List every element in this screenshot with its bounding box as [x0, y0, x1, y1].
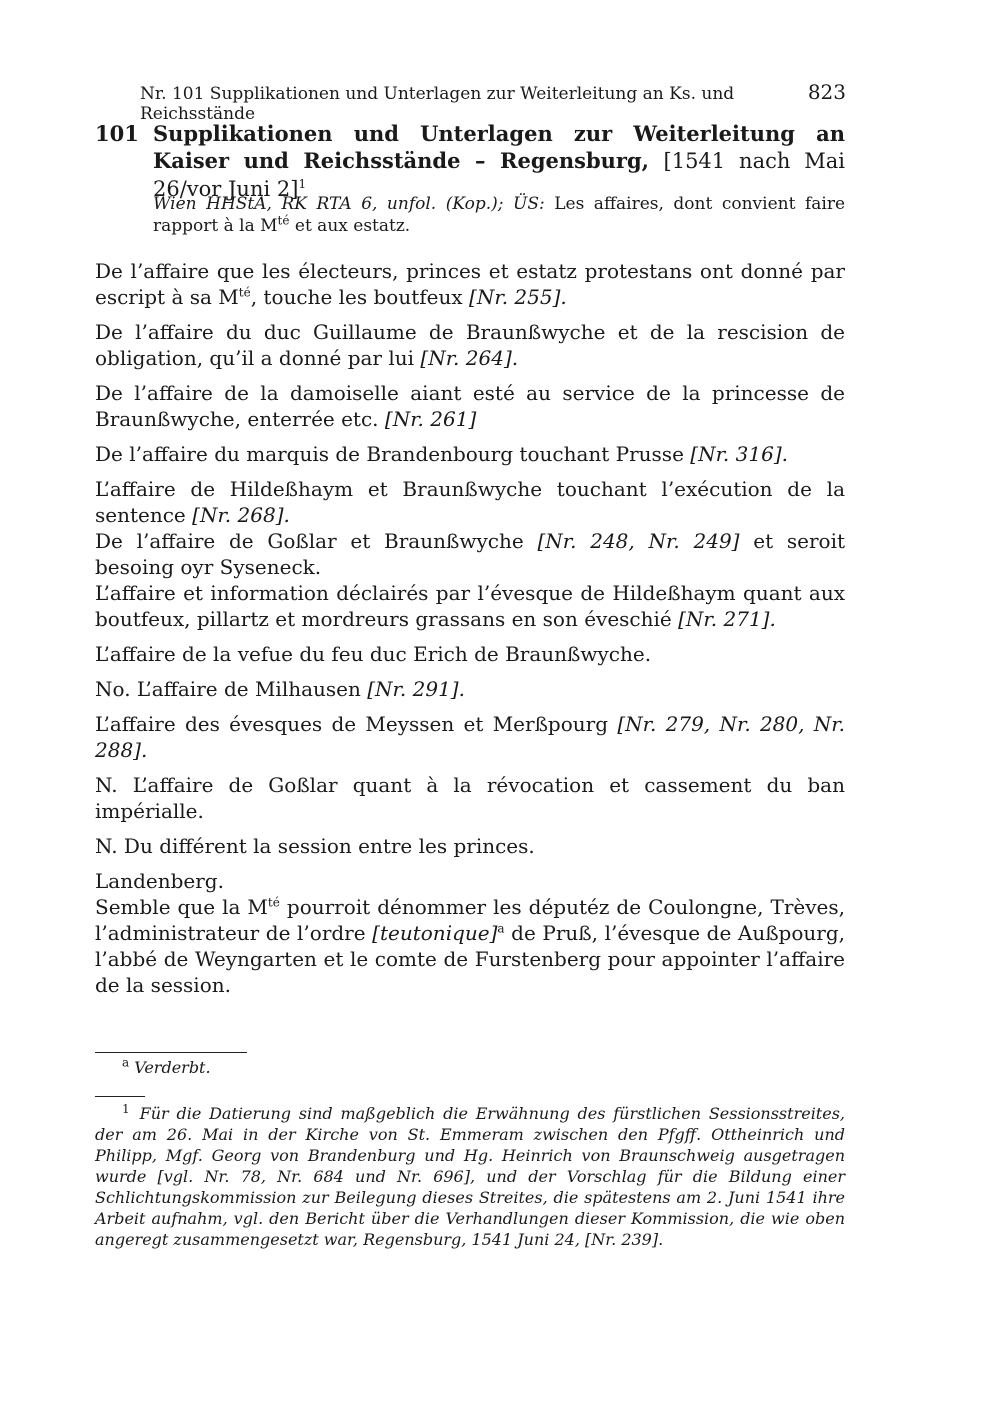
footnote-a — [122, 1055, 211, 1078]
source-superscript: té — [277, 213, 290, 228]
paragraph-13 — [95, 868, 845, 894]
running-head-title: Nr. 101 Supplikationen und Unterlagen zur Weiterleitung an Ks. und Reichsstände — [140, 84, 735, 124]
paragraph-text: et seroit besoing oyr Syseneck. — [95, 529, 846, 579]
paragraph-14 — [95, 894, 845, 998]
paragraph-text: No. L’affaire de Milhausen — [95, 677, 361, 701]
paragraph-text: , touche les boutfeux — [250, 285, 463, 309]
paragraph-text: De l’affaire du duc Guillaume de Braunßwyche et de la rescision de obligation, qu’il a donné par lui — [95, 320, 845, 370]
paragraph-4 — [95, 441, 845, 467]
document-reference: [Nr. 248, Nr. 249] — [537, 529, 740, 553]
superscript: té — [238, 285, 251, 300]
paragraph-text: pourroit dénommer les députéz de Coulongne, Trèves, l’administrateur de l’ordre — [95, 895, 845, 945]
source-note — [153, 193, 845, 237]
source-text: Les affaires, dont convient faire rapport à la M — [153, 194, 846, 236]
running-head — [140, 80, 846, 124]
title-text: Supplikationen und Unterlagen zur Weiterleitung an Kaiser und Reichsstände – Regensburg, — [153, 121, 845, 173]
paragraph-text: L’affaire et information déclairés par l’évesque de Hildeßhaym quant aux boutfeux, pillartz et mordreurs grassans en son éveschié — [95, 581, 845, 631]
paragraph-11 — [95, 772, 845, 824]
paragraph-8 — [95, 641, 845, 667]
paragraph-text: Semble que la M — [95, 895, 268, 919]
footnote-rule — [95, 1052, 247, 1053]
paragraph-5 — [95, 476, 845, 528]
document-reference: [Nr. 279, Nr. 280, Nr. 288]. — [95, 712, 846, 762]
paragraph-text: N. Du différent la session entre les princes. — [95, 834, 535, 858]
paragraph-text: Landenberg. — [95, 869, 224, 893]
paragraph-text: De l’affaire de Goßlar et Braunßwyche — [95, 529, 524, 553]
page-number: 823 — [807, 80, 846, 104]
document-reference: [Nr. 271]. — [678, 607, 776, 631]
superscript: té — [267, 895, 280, 910]
paragraph-9 — [95, 676, 845, 702]
editorial-insertion: [teutonique] — [372, 921, 498, 945]
paragraph-2 — [95, 319, 845, 371]
document-reference: [Nr. 264]. — [420, 346, 519, 370]
document-reference: [Nr. 261] — [384, 407, 477, 431]
footnote-mark: a — [122, 1055, 130, 1070]
paragraph-text: de Pruß, l’évesque de Außpourg, l’abbé de Weyngarten et le comte de Furstenberg pour appointer l’affaire de la session. — [95, 921, 846, 997]
paragraph-text: L’affaire de Hildeßhaym et Braunßwyche touchant l’exécution de la sentence — [95, 477, 845, 527]
paragraph-text: L’affaire de la vefue du feu duc Erich de Braunßwyche. — [95, 642, 652, 666]
document-reference: [Nr. 316]. — [690, 442, 788, 466]
paragraph-6 — [95, 528, 845, 580]
paragraph-3 — [95, 380, 845, 432]
paragraph-12 — [95, 833, 845, 859]
document-reference: [Nr. 255]. — [469, 285, 567, 309]
paragraph-text: N. L’affaire de Goßlar quant à la révocation et cassement du ban impérialle. — [95, 773, 845, 823]
paragraph-text: De l’affaire que les électeurs, princes et estatz protestans ont donné par escript à sa M — [95, 259, 845, 309]
document-number: 101 — [95, 121, 139, 146]
paragraph-1 — [95, 258, 845, 310]
paragraph-text: L’affaire des évesques de Meyssen et Merßpourg — [95, 712, 609, 736]
document-body — [95, 258, 845, 1007]
title-date: [1541 nach Mai 26/vor Juni 2] — [153, 149, 846, 201]
footnote-mark-a: a — [497, 921, 505, 936]
paragraph-7 — [95, 580, 845, 632]
footnote-1 — [95, 1103, 845, 1250]
footnote-mark: 1 — [122, 1101, 130, 1116]
document-header — [95, 120, 845, 203]
footnote-text: Für die Datierung sind maßgeblich die Erwähnung des fürstlichen Sessionsstreites, der am 26. Mai in der Kirche von St. Emmeram zwischen den Pfgff. Ottheinrich und Philipp, Mgf. Georg von Brandenburg und Hg. Heinrich von Braunschweig ausgetragen wurde [vgl. Nr. 78, Nr. 684 und Nr. 696], und der Vorschlag für die Bildung einer Schlichtungskommission zur Beilegung dieses Streites, die spätestens am 2. Juni 1541 ihre Arbeit aufnahm, vgl. den Bericht über die Verhandlungen dieser Kommission, die wie oben angeregt zusammengesetzt war, Regensburg, 1541 Juni 24, [Nr. 239]. — [95, 1104, 845, 1249]
title-footnote-mark: 1 — [298, 177, 307, 191]
paragraph-text: De l’affaire du marquis de Brandenbourg touchant Prusse — [95, 442, 684, 466]
paragraph-10 — [95, 711, 845, 763]
paragraph-text: De l’affaire de la damoiselle aiant esté au service de la princesse de Braunßwyche, enterrée etc. — [95, 381, 845, 431]
document-reference: [Nr. 291]. — [367, 677, 465, 701]
footnote-rule-numbered — [95, 1096, 145, 1097]
footnote-text: Verderbt. — [134, 1058, 211, 1077]
source-archive: Wien HHStA, RK RTA 6, unfol. (Kop.); ÜS: — [153, 194, 545, 214]
document-title — [153, 120, 845, 203]
source-text-end: et aux estatz. — [294, 216, 411, 236]
document-reference: [Nr. 268]. — [192, 503, 290, 527]
